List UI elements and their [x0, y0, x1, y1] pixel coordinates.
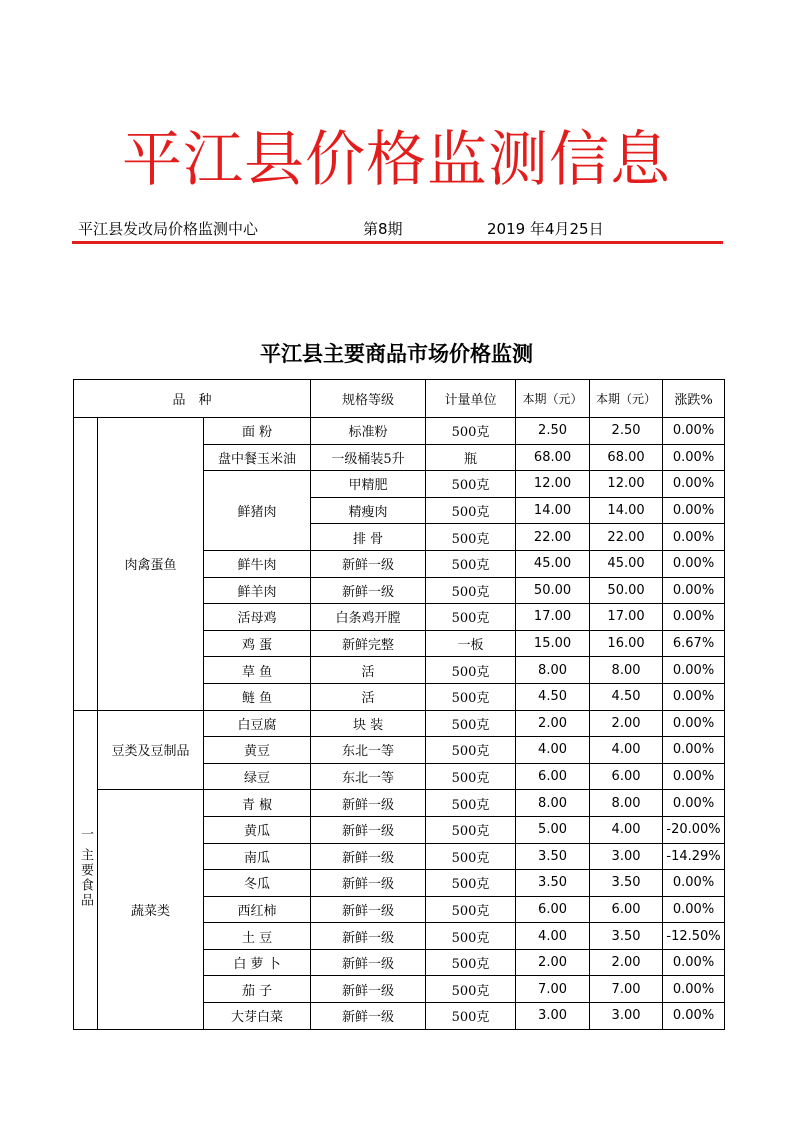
item-change: -20.00% [663, 816, 725, 843]
item-change: 0.00% [663, 577, 725, 604]
table-row [74, 710, 725, 737]
item-unit: 500克 [426, 896, 516, 923]
item-unit: 500克 [426, 763, 516, 790]
item-spec: 精瘦肉 [311, 497, 426, 524]
item-current-price: 68.00 [516, 444, 590, 471]
item-current-price: 50.00 [516, 577, 590, 604]
item-name: 鲢 鱼 [204, 683, 311, 710]
item-current-price: 15.00 [516, 630, 590, 657]
item-unit: 500克 [426, 843, 516, 870]
item-change: 0.00% [663, 604, 725, 631]
item-name: 鲜牛肉 [204, 550, 311, 577]
item-unit: 500克 [426, 976, 516, 1003]
item-spec: 新鲜一级 [311, 550, 426, 577]
subgroup-meat: 肉禽蛋鱼 [98, 418, 204, 711]
item-current-price: 3.50 [516, 870, 590, 897]
item-spec: 块 装 [311, 710, 426, 737]
item-current-price: 5.00 [516, 816, 590, 843]
item-change: -14.29% [663, 843, 725, 870]
item-unit: 500克 [426, 550, 516, 577]
item-name: 南瓜 [204, 843, 311, 870]
item-current-price: 3.50 [516, 843, 590, 870]
header-divider [72, 241, 723, 244]
item-spec: 新鲜一级 [311, 923, 426, 950]
item-previous-price: 45.00 [590, 550, 663, 577]
item-spec: 新鲜一级 [311, 870, 426, 897]
item-spec: 新鲜一级 [311, 1003, 426, 1030]
item-current-price: 22.00 [516, 524, 590, 551]
item-spec: 新鲜一级 [311, 843, 426, 870]
item-change: 0.00% [663, 550, 725, 577]
item-change: 6.67% [663, 630, 725, 657]
item-change: 0.00% [663, 1003, 725, 1030]
item-spec: 新鲜一级 [311, 816, 426, 843]
item-change: 0.00% [663, 471, 725, 498]
item-unit: 500克 [426, 737, 516, 764]
subgroup-veg: 蔬菜类 [98, 790, 204, 1029]
issue-date: 2019 年4月25日 [487, 220, 604, 238]
table-title: 平江县主要商品市场价格监测 [260, 342, 533, 366]
table-header-row [74, 380, 725, 418]
item-current-price: 12.00 [516, 471, 590, 498]
item-current-price: 17.00 [516, 604, 590, 631]
item-current-price: 8.00 [516, 790, 590, 817]
item-spec: 排 骨 [311, 524, 426, 551]
item-name: 茄 子 [204, 976, 311, 1003]
item-previous-price: 4.00 [590, 737, 663, 764]
item-spec: 新鲜一级 [311, 896, 426, 923]
item-previous-price: 2.00 [590, 949, 663, 976]
item-unit: 500克 [426, 604, 516, 631]
item-unit: 500克 [426, 790, 516, 817]
item-unit: 瓶 [426, 444, 516, 471]
item-current-price: 3.00 [516, 1003, 590, 1030]
item-name: 黄豆 [204, 737, 311, 764]
item-previous-price: 4.00 [590, 816, 663, 843]
item-previous-price: 6.00 [590, 896, 663, 923]
item-current-price: 6.00 [516, 896, 590, 923]
item-name: 盘中餐玉米油 [204, 444, 311, 471]
item-change: 0.00% [663, 870, 725, 897]
item-unit: 500克 [426, 1003, 516, 1030]
item-change: 0.00% [663, 949, 725, 976]
item-unit: 500克 [426, 418, 516, 445]
item-previous-price: 6.00 [590, 763, 663, 790]
item-name: 大芽白菜 [204, 1003, 311, 1030]
item-unit: 500克 [426, 683, 516, 710]
table-body [74, 418, 725, 1030]
table-row [74, 790, 725, 817]
item-previous-price: 50.00 [590, 577, 663, 604]
item-current-price: 45.00 [516, 550, 590, 577]
item-previous-price: 4.50 [590, 683, 663, 710]
item-name: 白豆腐 [204, 710, 311, 737]
item-unit: 500克 [426, 577, 516, 604]
publisher-org: 平江县发改局价格监测中心 [78, 220, 259, 238]
item-previous-price: 16.00 [590, 630, 663, 657]
item-change: 0.00% [663, 790, 725, 817]
item-change: -12.50% [663, 923, 725, 950]
item-current-price: 2.00 [516, 949, 590, 976]
item-unit: 500克 [426, 923, 516, 950]
item-previous-price: 2.00 [590, 710, 663, 737]
item-previous-price: 8.00 [590, 790, 663, 817]
item-spec: 一级桶装5升 [311, 444, 426, 471]
item-spec: 活 [311, 683, 426, 710]
group-main-label: 一 主要食品 [78, 827, 93, 909]
item-change: 0.00% [663, 710, 725, 737]
header-variety: 品 种 [74, 380, 311, 418]
item-spec: 新鲜一级 [311, 949, 426, 976]
item-previous-price: 68.00 [590, 444, 663, 471]
item-change: 0.00% [663, 418, 725, 445]
item-name: 青 椒 [204, 790, 311, 817]
item-name: 鸡 蛋 [204, 630, 311, 657]
group-cell-blank [74, 418, 98, 711]
item-spec: 新鲜一级 [311, 976, 426, 1003]
item-previous-price: 2.50 [590, 418, 663, 445]
item-spec: 活 [311, 657, 426, 684]
item-current-price: 2.50 [516, 418, 590, 445]
item-spec: 新鲜完整 [311, 630, 426, 657]
item-previous-price: 12.00 [590, 471, 663, 498]
item-unit: 500克 [426, 524, 516, 551]
item-change: 0.00% [663, 657, 725, 684]
item-spec: 东北一等 [311, 763, 426, 790]
item-previous-price: 7.00 [590, 976, 663, 1003]
item-change: 0.00% [663, 683, 725, 710]
item-previous-price: 8.00 [590, 657, 663, 684]
item-spec: 新鲜一级 [311, 790, 426, 817]
item-previous-price: 14.00 [590, 497, 663, 524]
item-unit: 500克 [426, 816, 516, 843]
item-change: 0.00% [663, 976, 725, 1003]
header-change: 涨跌% [663, 380, 725, 418]
item-spec: 东北一等 [311, 737, 426, 764]
header-current-price: 本期（元） [516, 380, 590, 418]
item-previous-price: 17.00 [590, 604, 663, 631]
header-unit: 计量单位 [426, 380, 516, 418]
item-current-price: 8.00 [516, 657, 590, 684]
masthead-title: 平江县价格监测信息 [122, 125, 671, 195]
item-change: 0.00% [663, 524, 725, 551]
item-previous-price: 3.50 [590, 923, 663, 950]
item-name: 白 萝 卜 [204, 949, 311, 976]
item-previous-price: 3.50 [590, 870, 663, 897]
item-change: 0.00% [663, 497, 725, 524]
item-change: 0.00% [663, 737, 725, 764]
issue-number: 第8期 [363, 220, 403, 238]
item-change: 0.00% [663, 896, 725, 923]
item-previous-price: 3.00 [590, 843, 663, 870]
item-name: 面 粉 [204, 418, 311, 445]
header-previous-price: 本期（元） [590, 380, 663, 418]
item-previous-price: 22.00 [590, 524, 663, 551]
group-cell-main [74, 710, 98, 1029]
item-current-price: 4.50 [516, 683, 590, 710]
item-name: 绿豆 [204, 763, 311, 790]
item-spec: 白条鸡开膛 [311, 604, 426, 631]
item-current-price: 7.00 [516, 976, 590, 1003]
item-unit: 500克 [426, 870, 516, 897]
item-name: 冬瓜 [204, 870, 311, 897]
item-spec: 新鲜一级 [311, 577, 426, 604]
item-name: 鲜羊肉 [204, 577, 311, 604]
subgroup-soy: 豆类及豆制品 [98, 710, 204, 790]
item-current-price: 4.00 [516, 737, 590, 764]
header-spec: 规格等级 [311, 380, 426, 418]
item-previous-price: 3.00 [590, 1003, 663, 1030]
item-current-price: 2.00 [516, 710, 590, 737]
item-name: 黄瓜 [204, 816, 311, 843]
item-unit: 500克 [426, 657, 516, 684]
item-name: 西红柿 [204, 896, 311, 923]
item-name: 土 豆 [204, 923, 311, 950]
item-unit: 500克 [426, 471, 516, 498]
item-current-price: 6.00 [516, 763, 590, 790]
price-table [73, 379, 725, 1030]
item-current-price: 14.00 [516, 497, 590, 524]
item-current-price: 4.00 [516, 923, 590, 950]
item-spec: 甲精肥 [311, 471, 426, 498]
item-unit: 500克 [426, 710, 516, 737]
item-unit: 500克 [426, 497, 516, 524]
table-row [74, 418, 725, 445]
item-unit: 500克 [426, 949, 516, 976]
item-name: 草 鱼 [204, 657, 311, 684]
item-spec: 标准粉 [311, 418, 426, 445]
item-name: 活母鸡 [204, 604, 311, 631]
item-change: 0.00% [663, 763, 725, 790]
item-change: 0.00% [663, 444, 725, 471]
item-unit: 一板 [426, 630, 516, 657]
item-name-pork: 鲜猪肉 [204, 471, 311, 551]
